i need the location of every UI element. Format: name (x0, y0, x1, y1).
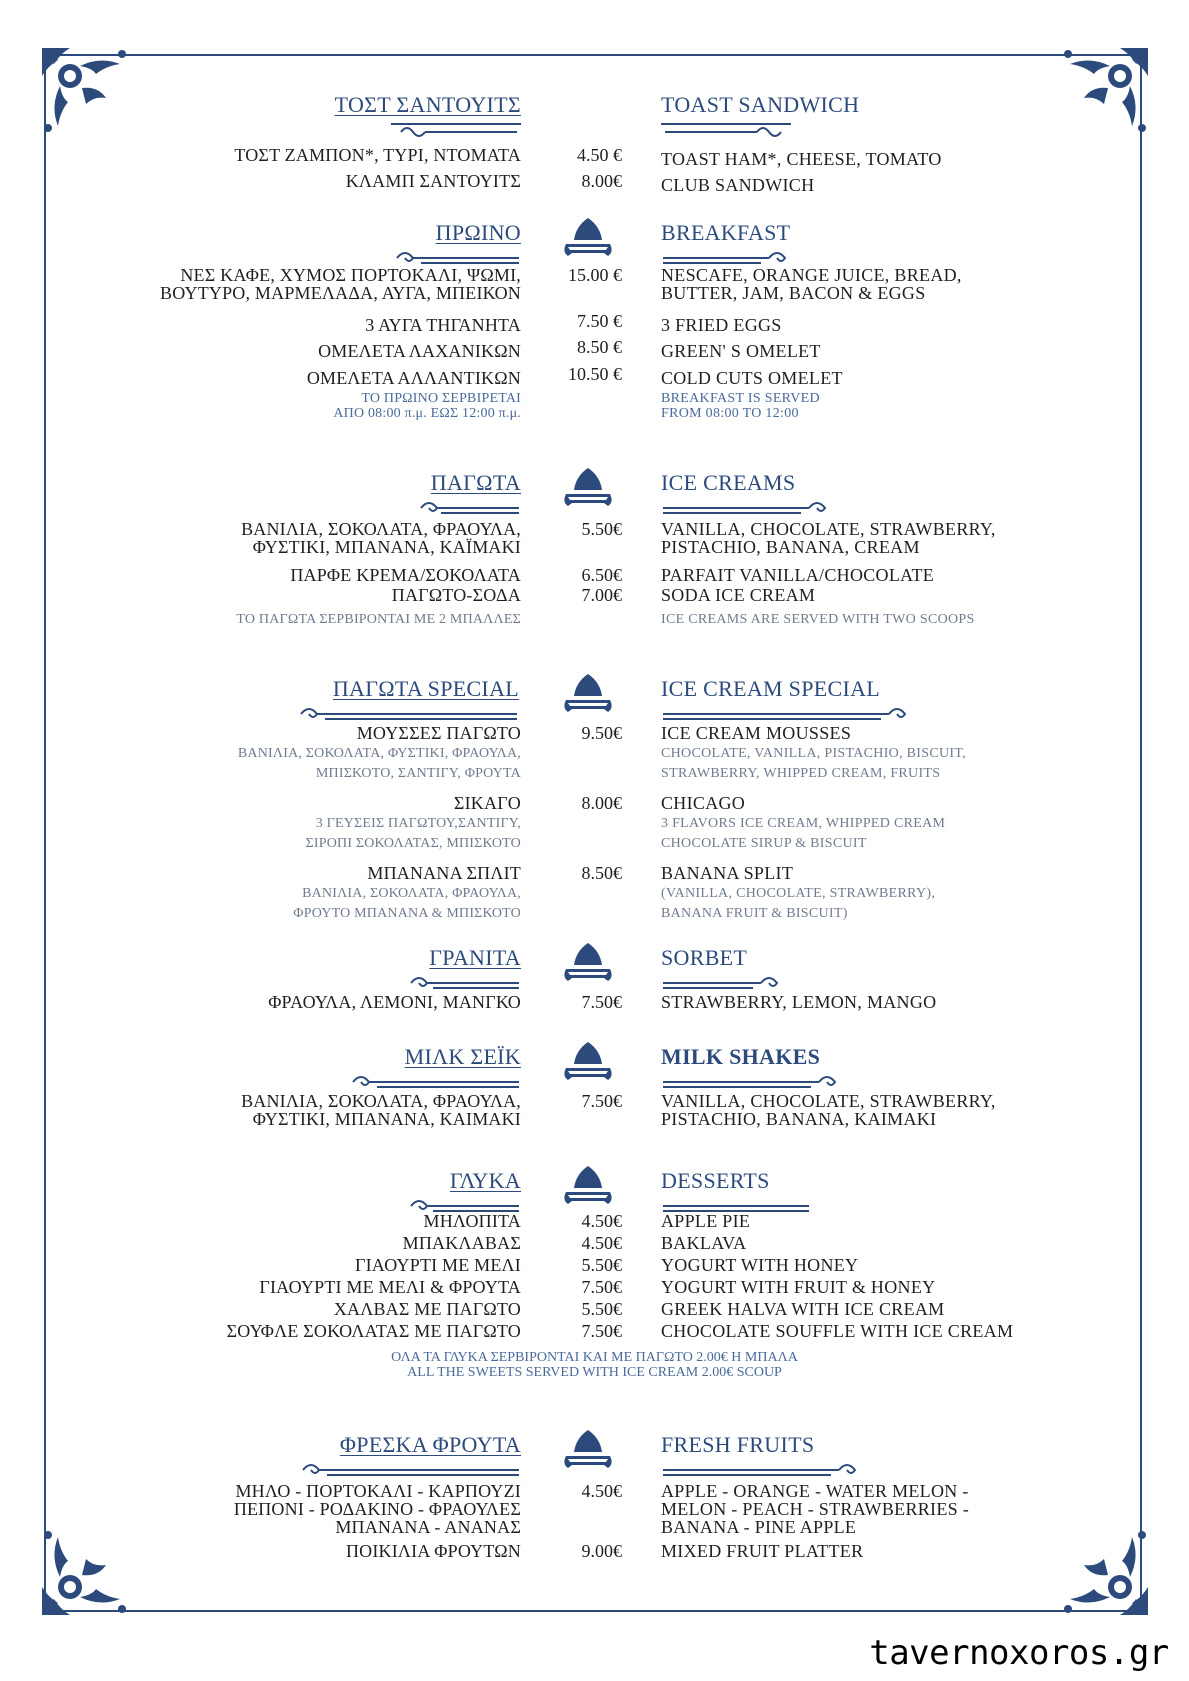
flourish-icon (391, 248, 521, 266)
item-name-en: VANILLA, CHOCOLATE, STRAWBERRY, PISTACHIO, BANANA, CREAM (661, 519, 996, 557)
flourish-icon (301, 1460, 521, 1478)
item-name-gr: ΜΠΑΚΛΑΒΑΣ (402, 1233, 521, 1253)
item-price: 7.50€ (581, 1277, 622, 1297)
menu-item (0, 266, 1189, 304)
section-title-gr: ΤΟΣΤ ΣΑΝΤΟΥΙΤΣ (334, 92, 521, 117)
item-name-en: YOGURT WITH HONEY (661, 1255, 859, 1275)
menu-item (0, 520, 1189, 564)
item-price: 7.00€ (581, 585, 622, 605)
flourish-icon (661, 973, 791, 991)
item-name-gr: ΦΡΑΟΥΛΑ, ΛΕΜΟΝΙ, ΜΑΝΓΚΟ (268, 992, 521, 1012)
item-name-en: COLD CUTS OMELET (661, 368, 843, 388)
item-name-gr: ΝΕΣ ΚΑΦΕ, ΧΥΜΟΣ ΠΟΡΤΟΚΑΛΙ, ΨΩΜΙ, ΒΟΥΤΥΡΟ, ΜΑΡΜΕΛΑΔΑ, ΑΥΓΑ, ΜΠΕΙΚΟΝ (160, 265, 521, 303)
section-title-gr: ΠΡΩΙΝΟ (435, 220, 521, 245)
menu-item (0, 1256, 1189, 1278)
section-icecreams (0, 470, 1189, 630)
item-price: 4.50 € (577, 145, 622, 165)
section-special (0, 676, 1189, 920)
flourish-icon (661, 498, 831, 516)
item-name-en: SODA ICE CREAM (661, 585, 816, 605)
item-name-en: PARFAIT VANILLA/CHOCOLATE (661, 565, 935, 585)
item-name-en: 3 FRIED EGGS (661, 315, 782, 335)
section-title-gr: ΜΙΛΚ ΣΕΪΚ (404, 1044, 521, 1069)
section-milkshakes (0, 1044, 1189, 1134)
menu-item (0, 1092, 1189, 1132)
note-gr: ΤΟ ΠΡΩΙΝΟ ΣΕΡΒΙΡΕΤΑΙ ΑΠΟ 08:00 π.μ. ΕΩΣ 12:00 π.μ. (333, 391, 521, 421)
item-name-en: VANILLA, CHOCOLATE, STRAWBERRY, PISTACHIO, BANANA, KAIMAKI (661, 1091, 996, 1129)
item-name-gr: ΜΟΥΣΣΕΣ ΠΑΓΩΤΟ ΒΑΝΙΛΙΑ, ΣΟΚΟΛΑΤΑ, ΦΥΣΤΙΚΙ, ΦΡΑΟΥΛΑ, ΜΠΙΣΚΟΤΟ, ΣΑΝΤΙΓΥ, ΦΡΟΥΤΑ (237, 723, 521, 781)
item-name-gr: ΟΜΕΛΕΤΑ ΛΑΧΑΝΙΚΩΝ (318, 341, 521, 361)
section-title-en: BREAKFAST (661, 220, 791, 245)
menu-item (0, 338, 1189, 365)
item-price: 10.50 € (568, 364, 622, 384)
flourish-icon (661, 248, 791, 266)
item-name-en: YOGURT WITH FRUIT & HONEY (661, 1277, 936, 1297)
note-en: BREAKFAST IS SERVED FROM 08:00 TO 12:00 (661, 391, 820, 421)
menu-item (0, 146, 1189, 170)
item-price: 8.00€ (581, 793, 622, 813)
shell-emblem-icon (560, 1038, 616, 1084)
flourish-icon (391, 498, 521, 516)
item-name-en: APPLE - ORANGE - WATER MELON - MELON - PEACH - STRAWBERRIES - BANANA - PINE APPLE (661, 1481, 970, 1537)
item-name-en: TOAST HAM*, CHEESE, TOMATO (661, 149, 942, 169)
menu-item (0, 586, 1189, 612)
item-name-en: CHICAGO 3 FLAVORS ICE CREAM, WHIPPED CREAM CHOCOLATE SIRUP & BISCUIT (661, 793, 946, 851)
item-price: 5.50€ (581, 1299, 622, 1319)
item-price: 4.50€ (581, 1233, 622, 1253)
item-name-gr: ΓΙΑΟΥΡΤΙ ΜΕ ΜΕΛΙ & ΦΡΟΥΤΑ (259, 1277, 521, 1297)
serving-note (0, 612, 1189, 632)
item-name-en: NESCAFE, ORANGE JUICE, BREAD, BUTTER, JAM, BACON & EGGS (661, 265, 962, 303)
menu-item (0, 724, 1189, 792)
section-title-en: FRESH FRUITS (661, 1432, 815, 1457)
serving-note (0, 1350, 1189, 1386)
item-price: 7.50€ (581, 1091, 622, 1111)
item-name-gr: ΠΟΙΚΙΛΙΑ ΦΡΟΥΤΩΝ (345, 1541, 521, 1561)
menu-item (0, 1300, 1189, 1322)
menu-item (0, 864, 1189, 920)
section-title-en: TOAST SANDWICH (661, 92, 860, 117)
item-price: 5.50€ (581, 1255, 622, 1275)
item-name-gr: ΜΠΑΝΑΝΑ ΣΠΛΙΤ ΒΑΝΙΛΙΑ, ΣΟΚΟΛΑΤΑ, ΦΡΑΟΥΛΑ, ΦΡΟΥΤΟ ΜΠΑΝΑΝΑ & ΜΠΙΣΚΟΤΟ (293, 863, 521, 921)
item-price: 8.50 € (577, 337, 622, 357)
item-name-gr: ΒΑΝΙΛΙΑ, ΣΟΚΟΛΑΤΑ, ΦΡΑΟΥΛΑ, ΦΥΣΤΙΚΙ, ΜΠΑΝΑΝΑ, ΚΑΙΜΑΚΙ (241, 1091, 521, 1129)
menu-item (0, 1542, 1189, 1566)
item-name-gr: ΟΜΕΛΕΤΑ ΑΛΛΑΝΤΙΚΩΝ (306, 368, 521, 388)
item-name-gr: ΣΙΚΑΓΟ 3 ΓΕΥΣΕΙΣ ΠΑΓΩΤΟΥ,ΣΑΝΤΙΓΥ, ΣΙΡΟΠΙ ΣΟΚΟΛΑΤΑΣ, ΜΠΙΣΚΟΤΟ (305, 793, 521, 851)
menu-item (0, 993, 1189, 1023)
menu-item (0, 172, 1189, 196)
flourish-icon (391, 973, 521, 991)
section-breakfast (0, 220, 1189, 423)
item-name-en: MIXED FRUIT PLATTER (661, 1541, 864, 1561)
flourish-icon (299, 704, 519, 722)
flourish-icon (351, 1072, 521, 1090)
flourish-icon (661, 120, 791, 138)
item-name-en: STRAWBERRY, LEMON, MANGO (661, 992, 937, 1012)
item-price: 9.00€ (581, 1541, 622, 1561)
section-title-gr: ΦΡΕΣΚΑ ΦΡΟΥΤΑ (339, 1432, 521, 1457)
item-price: 4.50€ (581, 1481, 622, 1501)
item-price: 7.50€ (581, 1321, 622, 1341)
item-name-gr: ΠΑΡΦΕ ΚΡΕΜΑ/ΣΟΚΟΛΑΤΑ (290, 565, 521, 585)
item-price: 15.00 € (568, 265, 622, 285)
shell-emblem-icon (560, 939, 616, 985)
item-name-en: BANANA SPLIT (VANILLA, CHOCOLATE, STRAWBERRY), BANANA FRUIT & BISCUIT) (661, 863, 936, 921)
watermark: tavernoxoros.gr (859, 1630, 1179, 1676)
menu-item (0, 1212, 1189, 1234)
item-name-gr: ΚΛΑΜΠ ΣΑΝΤΟΥΙΤΣ (345, 171, 521, 191)
item-name-gr: ΜΗΛΟ - ΠΟΡΤΟΚΑΛΙ - ΚΑΡΠΟΥΖΙ ΠΕΠΟΝΙ - ΡΟΔΑΚΙΝΟ - ΦΡΑΟΥΛΕΣ ΜΠΑΝΑΝΑ - ΑΝΑΝΑΣ (233, 1481, 521, 1537)
shell-emblem-icon (560, 670, 616, 716)
shell-emblem-icon (560, 464, 616, 510)
item-name-gr: ΠΑΓΩΤΟ-ΣΟΔΑ (391, 585, 521, 605)
item-name-en: ICE CREAM MOUSSES CHOCOLATE, VANILLA, PISTACHIO, BISCUIT, STRAWBERRY, WHIPPED CREAM, FRUITS (661, 723, 966, 781)
flourish-icon (661, 1460, 861, 1478)
section-title-en: ICE CREAM SPECIAL (661, 676, 881, 701)
shell-emblem-icon (560, 1426, 616, 1472)
item-price: 7.50 € (577, 311, 622, 331)
note-en: ICE CREAMS ARE SERVED WITH TWO SCOOPS (661, 612, 975, 627)
item-name-gr: ΜΗΛΟΠΙΤΑ (423, 1211, 521, 1231)
section-title-en: SORBET (661, 945, 748, 970)
section-title-gr: ΓΛΥΚΑ (449, 1168, 521, 1193)
section-title-en: ICE CREAMS (661, 470, 796, 495)
menu-item (0, 312, 1189, 338)
item-price: 9.50€ (581, 723, 622, 743)
item-name-en: BAKLAVA (661, 1233, 747, 1253)
section-title-gr: ΓΡΑΝΙΤΑ (429, 945, 521, 970)
menu-item (0, 1234, 1189, 1256)
item-price: 7.50€ (581, 992, 622, 1012)
item-name-en: CLUB SANDWICH (661, 175, 815, 195)
flourish-icon (391, 120, 521, 138)
item-name-gr: ΧΑΛΒΑΣ ΜΕ ΠΑΓΩΤΟ (333, 1299, 521, 1319)
item-price: 8.50€ (581, 863, 622, 883)
item-name-gr: ΒΑΝΙΛΙΑ, ΣΟΚΟΛΑΤΑ, ΦΡΑΟΥΛΑ, ΦΥΣΤΙΚΙ, ΜΠΑΝΑΝΑ, ΚΑΪΜΑΚΙ (241, 519, 521, 557)
section-fruits (0, 1432, 1189, 1566)
menu-item (0, 794, 1189, 864)
section-title-en: DESSERTS (661, 1168, 770, 1193)
menu-item (0, 1322, 1189, 1350)
item-price: 5.50€ (581, 519, 622, 539)
section-title-en: MILK SHAKES (661, 1044, 821, 1069)
shell-emblem-icon (560, 214, 616, 260)
item-name-en: APPLE PIE (661, 1211, 751, 1231)
item-price: 6.50€ (581, 565, 622, 585)
section-title-gr: ΠΑΓΩΤΑ SPECIAL (332, 676, 519, 701)
item-name-en: GREEK HALVA WITH ICE CREAM (661, 1299, 945, 1319)
item-name-gr: 3 ΑΥΓΑ ΤΗΓΑΝΗΤΑ (365, 315, 521, 335)
section-toast (0, 92, 1189, 195)
item-name-gr: ΤΟΣΤ ΖΑΜΠΟΝ*, ΤΥΡΙ, ΝΤΟΜΑΤΑ (234, 145, 521, 165)
flourish-icon (661, 704, 911, 722)
note-gr: ΤΟ ΠΑΓΩΤΑ ΣΕΡΒΙΡΟΝΤΑΙ ΜΕ 2 ΜΠΑΛΛΕΣ (236, 612, 521, 627)
item-price: 8.00€ (581, 171, 622, 191)
menu-item (0, 1278, 1189, 1300)
note-bilingual: ΟΛΑ ΤΑ ΓΛΥΚΑ ΣΕΡΒΙΡΟΝΤΑΙ ΚΑΙ ΜΕ ΠΑΓΩΤΟ 2.00€ Η ΜΠΑΛΑ ALL THE SWEETS SERVED WITH ICE CREAM 2.00€ SCOUP (391, 1350, 798, 1380)
serving-note (0, 391, 1189, 423)
item-name-en: GREEN' S OMELET (661, 341, 821, 361)
item-name-gr: ΓΙΑΟΥΡΤΙ ΜΕ ΜΕΛΙ (354, 1255, 521, 1275)
section-sorbet (0, 945, 1189, 1025)
shell-emblem-icon (560, 1162, 616, 1208)
item-name-gr: ΣΟΥΦΛΕ ΣΟΚΟΛΑΤΑΣ ΜΕ ΠΑΓΩΤΟ (226, 1321, 521, 1341)
menu-item (0, 1482, 1189, 1542)
menu-item (0, 566, 1189, 586)
flourish-icon (661, 1072, 841, 1090)
section-title-gr: ΠΑΓΩΤΑ (430, 470, 521, 495)
item-price: 4.50€ (581, 1211, 622, 1231)
item-name-en: CHOCOLATE SOUFFLE WITH ICE CREAM (661, 1321, 1014, 1341)
section-desserts (0, 1168, 1189, 1392)
